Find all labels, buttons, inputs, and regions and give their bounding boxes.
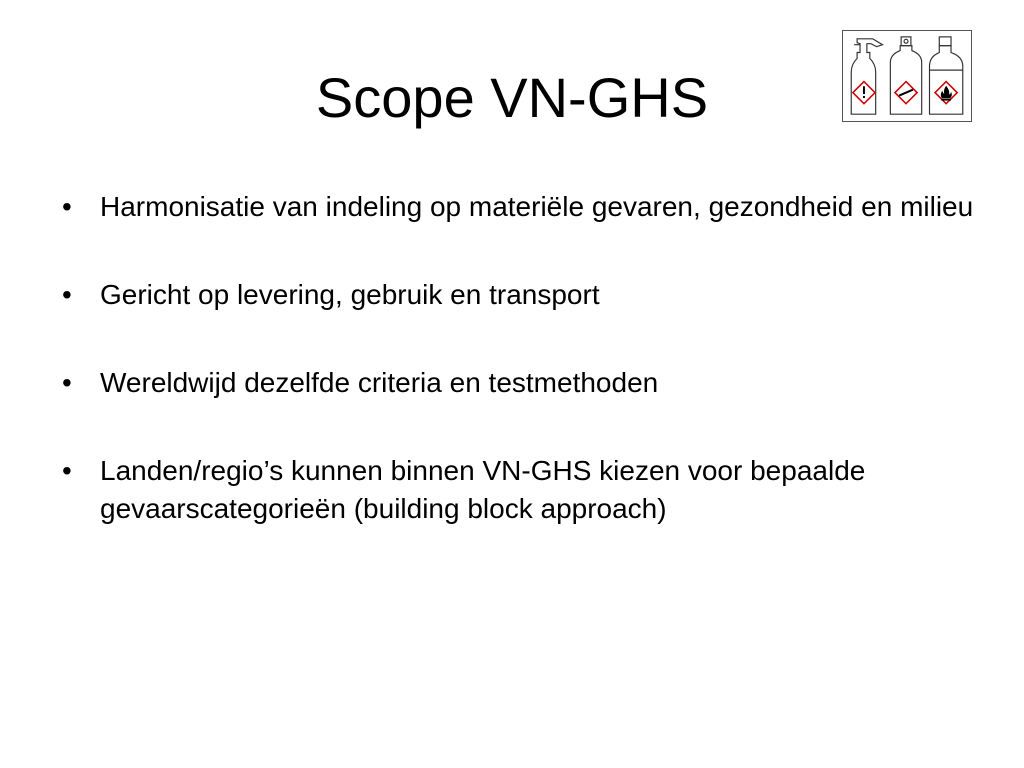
bullet-marker: • bbox=[62, 191, 72, 222]
bullet-marker: • bbox=[62, 455, 72, 486]
bullet-text: Wereldwijd dezelfde criteria en testmethoden bbox=[100, 367, 659, 398]
slide-title: Scope VN-GHS bbox=[315, 66, 709, 129]
bullet-text: Harmonisatie van indeling op materiële gevaren, gezondheid en milieu bbox=[100, 191, 974, 222]
bullet-item bbox=[62, 188, 982, 226]
bullet-item bbox=[62, 364, 982, 402]
ghs-bottles-icon bbox=[842, 30, 972, 122]
bullet-marker: • bbox=[62, 279, 72, 310]
bullet-text: Landen/regio’s kunnen binnen VN-GHS kiezen voor bepaalde gevaarscategorieën (building block approach) bbox=[100, 455, 866, 524]
bullet-marker: • bbox=[62, 367, 72, 398]
bullet-text: Gericht op levering, gebruik en transport bbox=[100, 279, 600, 310]
bullet-item bbox=[62, 452, 982, 528]
bullet-item bbox=[62, 276, 982, 314]
bullet-list bbox=[62, 188, 982, 578]
